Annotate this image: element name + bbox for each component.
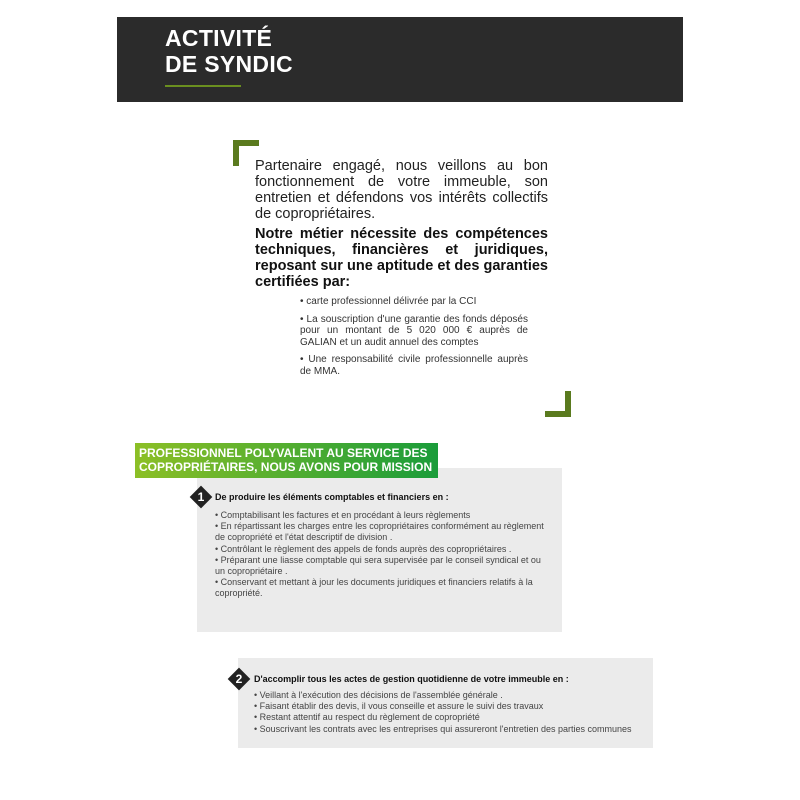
list-item: • Conservant et mettant à jour les documents juridiques et financiers relatifs à la copropriété. — [215, 577, 533, 599]
banner-line-2: COPROPRIÉTAIRES, NOUS AVONS POUR MISSION : — [139, 460, 433, 488]
mission-1-heading: De produire les éléments comptables et financiers en : — [215, 492, 449, 502]
number-label: 1 — [197, 490, 205, 504]
mission-banner — [135, 443, 438, 488]
title-line-1: ACTIVITÉ — [165, 25, 273, 51]
title-underline — [165, 85, 241, 87]
list-item: • Préparant une liasse comptable qui sera supervisée par le conseil syndical et ou un copropriétaire . — [215, 554, 541, 577]
list-item: • Veillant à l'exécution des décisions de l'assemblée générale . — [254, 690, 503, 700]
list-item: • Faisant établir des devis, il vous conseille et assure le suivi des travaux — [254, 701, 544, 712]
header-banner — [117, 17, 683, 102]
list-item: • Restant attentif au respect du règlement de copropriété — [254, 712, 480, 723]
list-item: • Souscrivant les contrats avec les entreprises qui assureront l'entretien des parties communes — [254, 723, 632, 734]
mission-2-heading: D'accomplir tous les actes de gestion quotidienne de votre immeuble en : — [254, 674, 569, 684]
corner-bracket-bottom-right — [545, 391, 571, 417]
intro-text — [255, 158, 548, 294]
list-item: • carte professionnel délivrée par la CCI — [300, 296, 477, 307]
number-1-icon — [190, 486, 213, 509]
list-item: • La souscription d'une garantie des fonds déposés pour un montant de 5 020 000 € auprès de GALIAN et un audit annuel des comptes — [300, 313, 528, 348]
page-title — [165, 25, 293, 77]
intro-paragraph: Partenaire engagé, nous veillons au bon fonctionnement de votre immeuble, son entretien et défendons vos intérêts collectifs de copropriétaires. — [255, 158, 548, 222]
number-2-icon — [228, 668, 251, 691]
certification-list — [300, 296, 528, 383]
list-item: • En répartissant les charges entre les copropriétaires conformément au règlement de copropriété et l'état descriptif de division . — [215, 521, 544, 543]
mission-2-list — [254, 690, 654, 735]
banner-line-1: PROFESSIONNEL POLYVALENT AU SERVICE DES — [139, 446, 428, 460]
intro-bold-paragraph: Notre métier nécessite des compétences techniques, financières et juridiques, reposant sur une aptitude et des garanties certifiées par: — [255, 226, 548, 290]
list-item: • Contrôlant le règlement des appels de fonds auprès des copropriétaires . — [215, 543, 512, 554]
title-line-2: DE SYNDIC — [165, 51, 293, 77]
list-item: • Comptabilisant les factures et en procédant à leurs règlements — [215, 510, 471, 520]
list-item: • Une responsabilité civile professionnelle auprès de MMA. — [300, 354, 528, 377]
number-label: 2 — [235, 672, 243, 686]
mission-1-list — [215, 510, 550, 600]
